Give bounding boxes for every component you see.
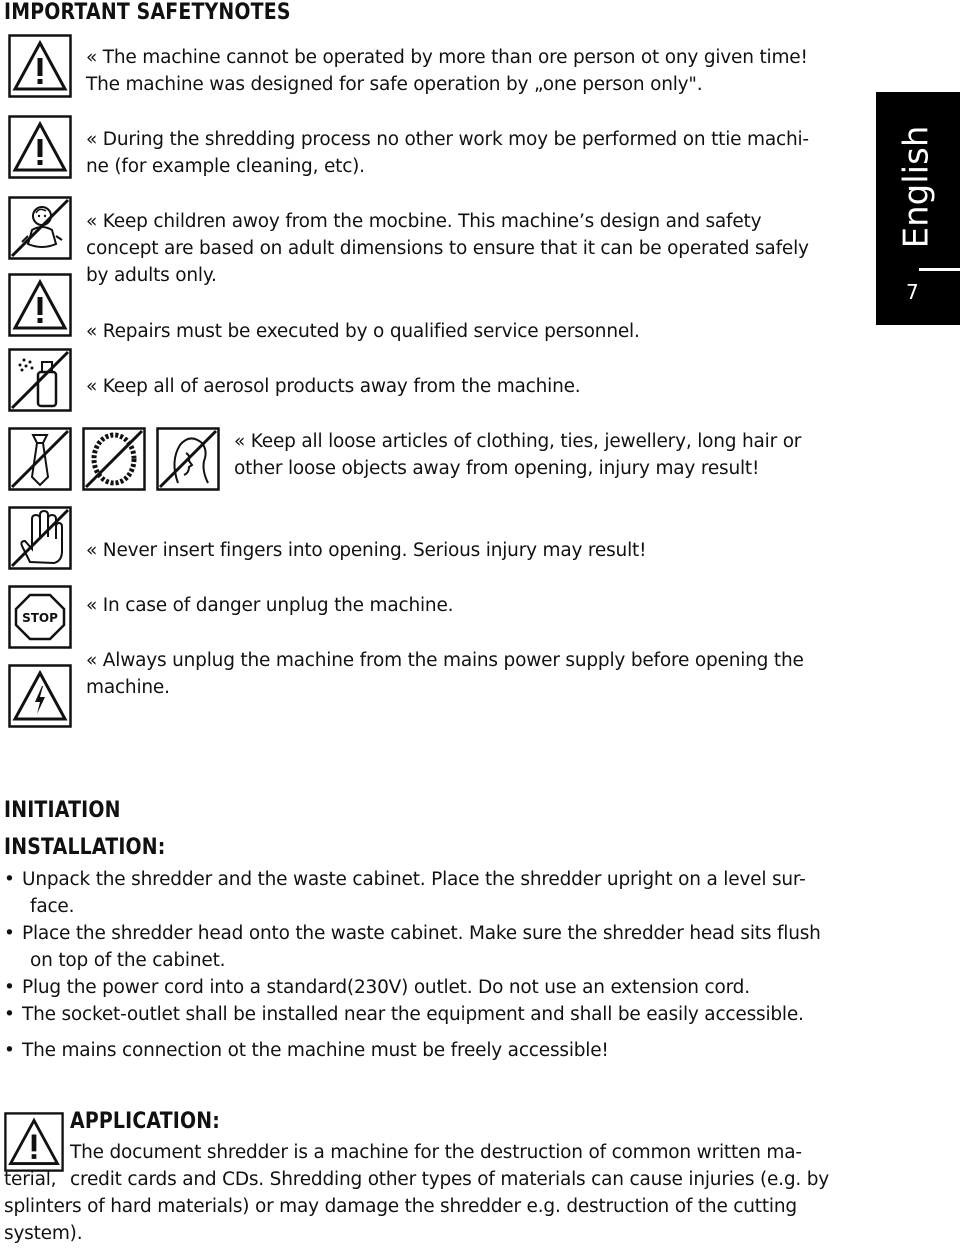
installation-list [4, 866, 864, 1064]
no-tie-icon [8, 427, 72, 491]
safety-note-3: « Keep children awoy from the mocbine. This machine’s design and safety concept are based on adult dimensions to ensure that it can be operated safely by adults only. [86, 211, 809, 286]
safety-note-6: « Keep all loose articles of clothing, ties, jewellery, long hair or other loose objects away from opening, injury may result! [234, 431, 802, 479]
no-aerosol-icon [8, 348, 72, 412]
application-heading: APPLICATION: [70, 1109, 221, 1134]
initiation-heading: INITIATION [4, 798, 121, 823]
safety-note-7: « Never insert fingers into opening. Serious injury may result! [86, 540, 647, 561]
list-item: • Place the shredder head onto the waste cabinet. Make sure the shredder head sits flush on top of the cabinet. [4, 923, 821, 971]
list-item: • The mains connection ot the machine must be freely accessible! [4, 1040, 609, 1061]
application-line-1: The document shredder is a machine for the destruction of common written ma- [70, 1142, 802, 1163]
list-item: • Unpack the shredder and the waste cabinet. Place the shredder upright on a level sur- face. [4, 869, 806, 917]
warning-triangle-icon [4, 1112, 64, 1172]
application-line-2b: credit cards and CDs. Shredding other types of materials can cause injuries (e.g. by [70, 1169, 830, 1190]
warning-triangle-icon [8, 115, 72, 179]
safety-heading: IMPORTANT SAFETYNOTES [4, 0, 291, 25]
language-label: English [896, 125, 936, 249]
application-line-2a: terial, [4, 1169, 57, 1190]
no-jewellery-icon [82, 427, 146, 491]
no-children-icon [8, 196, 72, 260]
safety-note-8: « In case of danger unplug the machine. [86, 595, 454, 616]
electric-hazard-icon [8, 664, 72, 728]
installation-subheading: INSTALLATION: [4, 835, 166, 860]
svg-text:STOP: STOP [22, 611, 58, 625]
list-item: • Plug the power cord into a standard(230V) outlet. Do not use an extension cord. [4, 977, 750, 998]
safety-note-1: « The machine cannot be operated by more than ore person ot ony given time! The machine was designed for safe operation by „one person only". [86, 47, 808, 95]
application-line-4: system). [4, 1223, 83, 1244]
warning-triangle-icon [8, 273, 72, 337]
page-number: 7 [906, 280, 919, 304]
stop-icon [8, 585, 72, 649]
tab-rule [919, 268, 960, 271]
language-tab [876, 92, 960, 325]
safety-note-9: « Always unplug the machine from the mains power supply before opening the machine. [86, 650, 804, 698]
no-long-hair-icon [156, 427, 220, 491]
safety-note-5: « Keep all of aerosol products away from the machine. [86, 376, 581, 397]
application-line-3: splinters of hard materials) or may damage the shredder e.g. destruction of the cutting [4, 1196, 797, 1217]
list-item: • The socket-outlet shall be installed near the equipment and shall be easily accessible. [4, 1004, 804, 1025]
safety-note-2: « During the shredding process no other work moy be performed on ttie machi- ne (for example cleaning, etc). [86, 129, 809, 177]
safety-note-4: « Repairs must be executed by o qualified service personnel. [86, 321, 640, 342]
warning-triangle-icon [8, 34, 72, 98]
no-fingers-icon [8, 506, 72, 570]
